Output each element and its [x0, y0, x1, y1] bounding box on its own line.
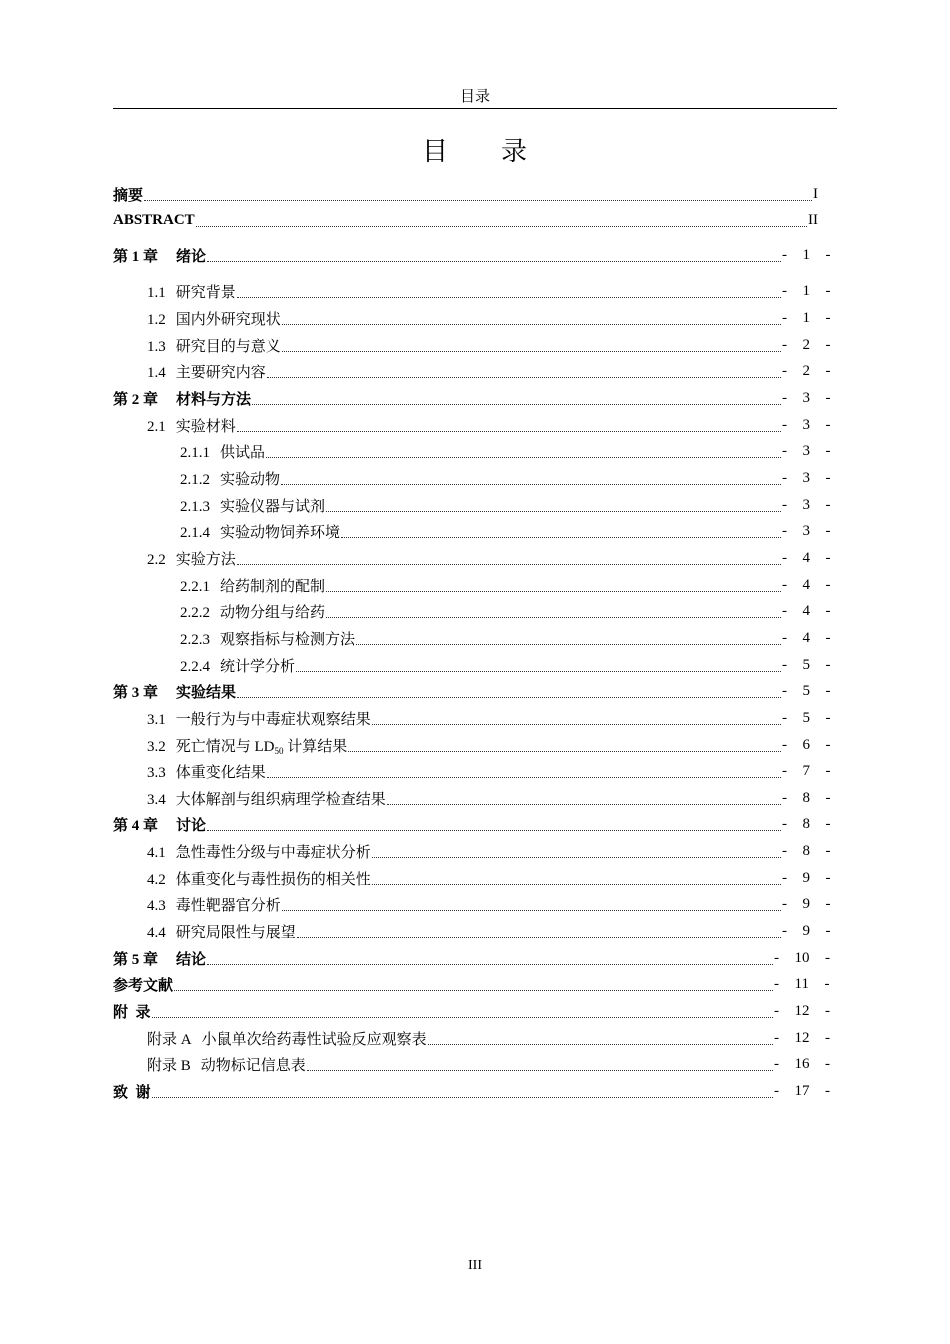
toc-entry-appendix[interactable]	[113, 1000, 830, 1022]
toc-entry-page: II	[808, 211, 818, 228]
toc-entry-page: - 16 -	[774, 1055, 830, 1072]
toc-entry-page: - 1 -	[782, 309, 831, 326]
toc-entry-chapter-3[interactable]	[113, 680, 831, 702]
toc-entry-number: 第 5 章	[113, 951, 159, 968]
toc-entry-label: 给药制剂的配制	[220, 578, 326, 595]
toc-entry-page: - 3 -	[782, 522, 831, 539]
toc-entry-1-4[interactable]	[147, 360, 831, 382]
toc-entry-2-2-2[interactable]	[180, 600, 831, 622]
toc-entry-label: 实验动物	[220, 471, 281, 488]
toc-entry-label: 主要研究内容	[175, 364, 266, 381]
toc-entry-page: - 3 -	[782, 389, 831, 406]
toc-entry-number: 3.4	[147, 791, 166, 808]
toc-entry-page: - 5 -	[782, 709, 831, 726]
toc-entry-label: 大体解剖与组织病理学检查结果	[175, 791, 386, 808]
toc-entry-3-4[interactable]	[147, 787, 831, 809]
toc-entry-page: I	[813, 185, 818, 202]
toc-entry-2-1-4[interactable]	[180, 520, 831, 542]
toc-entry-label: 实验仪器与试剂	[220, 498, 326, 515]
toc-entry-label: ABSTRACT	[113, 211, 195, 228]
toc-entry-2-2[interactable]	[147, 547, 831, 569]
toc-entry-label: 观察指标与检测方法	[220, 631, 356, 648]
toc-entry-4-2[interactable]	[147, 867, 831, 889]
toc-entry-label: 绪论	[176, 248, 207, 265]
toc-entry-number: 4.2	[147, 871, 166, 888]
toc-entry-label: 统计学分析	[220, 658, 296, 675]
toc-entry-2-2-4[interactable]	[180, 654, 831, 676]
toc-entry-number: 1.1	[147, 284, 166, 301]
toc-entry-1-3[interactable]	[147, 334, 831, 356]
toc-entry-1-2[interactable]	[147, 307, 831, 329]
toc-entry-2-1-2[interactable]	[180, 467, 831, 489]
toc-entry-page: - 5 -	[782, 656, 831, 673]
toc-entry-2-1-1[interactable]	[180, 440, 831, 462]
toc-entry-page: - 3 -	[782, 442, 831, 459]
toc-entry-label: 摘要	[113, 187, 144, 204]
toc-entry-page: - 3 -	[782, 496, 831, 513]
toc-entry-number: 2.2.2	[180, 604, 210, 621]
toc-entry-number: 4.4	[147, 924, 166, 941]
toc-entry-page: - 9 -	[782, 869, 831, 886]
toc-entry-label: 国内外研究现状	[175, 311, 281, 328]
toc-entry-label: 小鼠单次给药毒性试验反应观察表	[201, 1031, 427, 1048]
running-header-title: 目录	[459, 89, 490, 105]
toc-entry-number: 1.4	[147, 364, 166, 381]
toc-entry-number: 2.2	[147, 551, 166, 568]
toc-entry-label: 急性毒性分级与中毒症状分析	[175, 844, 371, 861]
toc-entry-label: 实验方法	[175, 551, 236, 568]
toc-entry-page: - 9 -	[782, 922, 831, 939]
toc-entry-number: 附录 A	[147, 1031, 192, 1048]
toc-entry-page: - 12 -	[774, 1002, 830, 1019]
toc-entry-label: 毒性靶器官分析	[175, 897, 281, 914]
toc-entry-page: - 2 -	[782, 336, 831, 353]
toc-entry-label: 体重变化与毒性损伤的相关性	[175, 871, 371, 888]
toc-entry-label: 材料与方法	[176, 391, 252, 408]
toc-entry-page: - 8 -	[782, 789, 831, 806]
toc-entry-page: - 4 -	[782, 629, 831, 646]
toc-entry-3-1[interactable]	[147, 707, 831, 729]
toc-entry-references[interactable]	[113, 973, 830, 995]
toc-entry-acknowledgements[interactable]	[113, 1080, 830, 1102]
toc-entry-label: 结论	[176, 951, 207, 968]
toc-entry-page: - 5 -	[782, 682, 831, 699]
toc-entry-2-2-1[interactable]	[180, 574, 831, 596]
toc-entry-label: 供试品	[220, 444, 266, 461]
toc-entry-page: - 4 -	[782, 549, 831, 566]
toc-entry-page: - 2 -	[782, 362, 831, 379]
toc-entry-4-1[interactable]	[147, 840, 831, 862]
toc-title	[0, 134, 950, 170]
toc-entry-4-4[interactable]	[147, 920, 831, 942]
toc-entry-page: - 10 -	[774, 949, 830, 966]
toc-entry-number: 3.3	[147, 764, 166, 781]
toc-entry-chapter-1[interactable]	[113, 244, 831, 266]
toc-entry-number: 4.1	[147, 844, 166, 861]
page-number: III	[468, 1258, 482, 1273]
toc-entry-page: - 17 -	[774, 1082, 830, 1099]
toc-entry-2-1[interactable]	[147, 414, 831, 436]
toc-entry-page: - 3 -	[782, 469, 831, 486]
toc-entry-number: 第 1 章	[113, 248, 159, 265]
toc-entry-page: - 9 -	[782, 895, 831, 912]
toc-entry-number: 附录 B	[147, 1057, 191, 1074]
toc-entry-label: 实验动物饲养环境	[220, 524, 341, 541]
toc-entry-label: 研究局限性与展望	[175, 924, 296, 941]
toc-entry-appendix-a[interactable]	[147, 1027, 830, 1049]
toc-entry-4-3[interactable]	[147, 893, 831, 915]
toc-entry-label: 研究目的与意义	[175, 338, 281, 355]
toc-entry-label: 动物分组与给药	[220, 604, 326, 621]
toc-entry-page: - 12 -	[774, 1029, 830, 1046]
toc-entry-number: 2.2.4	[180, 658, 210, 675]
toc-title-char-2: 录	[501, 137, 529, 166]
running-header	[113, 87, 837, 109]
toc-entry-page: - 11 -	[774, 975, 830, 992]
toc-entry-1-1[interactable]	[147, 280, 831, 302]
toc-entry-label: 参考文献	[113, 977, 174, 994]
toc-entry-number: 4.3	[147, 897, 166, 914]
toc-entry-page: - 4 -	[782, 602, 831, 619]
toc-entry-abstract-en[interactable]	[113, 209, 818, 231]
page-footer	[0, 1258, 950, 1274]
toc-entry-abstract-cn[interactable]	[113, 183, 818, 205]
toc-entry-chapter-2[interactable]	[113, 387, 831, 409]
toc-entry-number: 2.1.4	[180, 524, 210, 541]
toc-entry-label: 致 谢	[113, 1084, 151, 1101]
toc-entry-label: 一般行为与中毒症状观察结果	[175, 711, 371, 728]
toc-entry-number: 2.2.1	[180, 578, 210, 595]
toc-entry-number: 3.1	[147, 711, 166, 728]
toc-entry-chapter-4[interactable]	[113, 813, 831, 835]
toc-entry-page: - 6 -	[782, 736, 831, 753]
toc-entry-number: 1.3	[147, 338, 166, 355]
toc-entry-2-1-3[interactable]	[180, 494, 831, 516]
toc-entry-number: 第 2 章	[113, 391, 159, 408]
toc-entry-appendix-b[interactable]	[147, 1053, 830, 1075]
toc-entry-number: 第 3 章	[113, 684, 159, 701]
toc-entry-label: 实验材料	[175, 418, 236, 435]
toc-entry-2-2-3[interactable]	[180, 627, 831, 649]
toc-entry-label: 实验结果	[176, 684, 237, 701]
toc-entry-number: 2.1.2	[180, 471, 210, 488]
toc-entry-page: - 8 -	[782, 842, 831, 859]
toc-entry-number: 3.2	[147, 738, 166, 755]
toc-entry-label: 讨论	[176, 817, 207, 834]
toc-entry-page: - 1 -	[782, 246, 831, 263]
toc-entry-number: 第 4 章	[113, 817, 159, 834]
toc-entry-label: 动物标记信息表	[200, 1057, 306, 1074]
toc-entry-number: 2.1	[147, 418, 166, 435]
toc-title-char-1: 目	[421, 137, 449, 166]
toc-entry-number: 2.1.1	[180, 444, 210, 461]
toc-entry-page: - 3 -	[782, 416, 831, 433]
toc-entry-label: 研究背景	[175, 284, 236, 301]
toc-entry-number: 2.2.3	[180, 631, 210, 648]
toc-entry-number: 2.1.3	[180, 498, 210, 515]
toc-entry-3-3[interactable]	[147, 760, 831, 782]
toc-entry-chapter-5[interactable]	[113, 947, 830, 969]
toc-entry-label: 体重变化结果	[175, 764, 266, 781]
toc-entry-page: - 7 -	[782, 762, 831, 779]
toc-entry-label: 附 录	[113, 1004, 151, 1021]
toc-entry-3-2[interactable]	[147, 734, 831, 756]
toc-entry-page: - 1 -	[782, 282, 831, 299]
toc-entry-number: 1.2	[147, 311, 166, 328]
toc-entry-page: - 4 -	[782, 576, 831, 593]
toc-entry-label: 死亡情况与 $LD_{50}$ 计算结果	[175, 738, 348, 756]
toc-entry-page: - 8 -	[782, 815, 831, 832]
